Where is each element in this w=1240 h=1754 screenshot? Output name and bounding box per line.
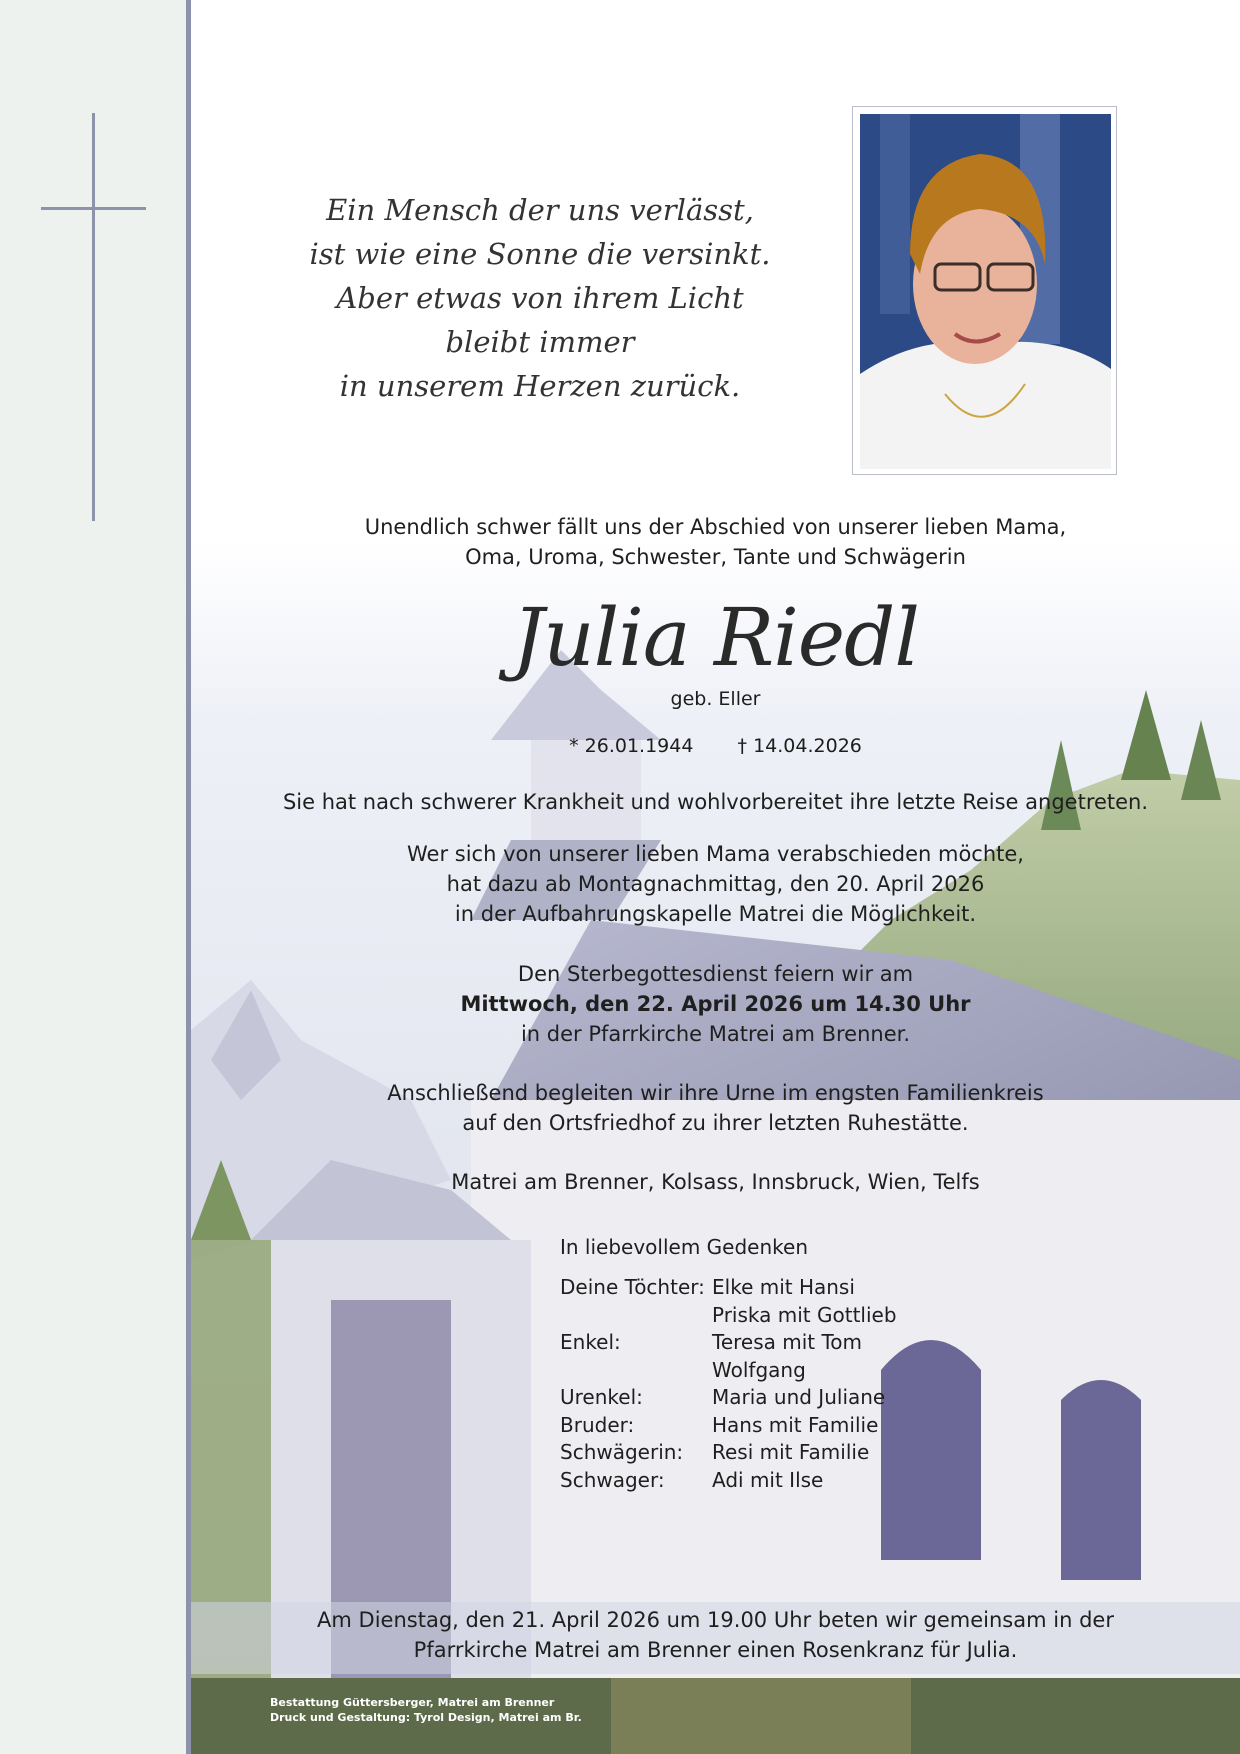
- passing-statement: Sie hat nach schwerer Krankheit und wohlvorbereitet ihre letzte Reise angetreten.: [282, 790, 1149, 814]
- family-members: Resi mit Familie: [712, 1440, 870, 1464]
- deceased-name: Julia Riedl: [512, 591, 919, 684]
- birth-date: * 26.01.1944: [569, 735, 694, 757]
- family-relation: Urenkel:: [560, 1385, 643, 1409]
- burial-line: auf den Ortsfriedhof zu ihrer letzten Ruhestätte.: [462, 1111, 969, 1135]
- family-relation: Deine Töchter:: [560, 1275, 705, 1299]
- intro-line: Oma, Uroma, Schwester, Tante und Schwägerin: [465, 545, 966, 569]
- death-date: † 14.04.2026: [737, 735, 862, 757]
- family-row: [560, 1467, 824, 1495]
- family-members: Adi mit Ilse: [712, 1467, 824, 1492]
- service-datetime: Mittwoch, den 22. April 2026 um 14.30 Uhr: [460, 992, 971, 1016]
- quote-line: in unserem Herzen zurück.: [339, 369, 741, 403]
- portrait-frame: [852, 106, 1117, 475]
- funeral-service-info: [191, 959, 1240, 1049]
- family-members: Priska mit Gottlieb: [712, 1302, 897, 1327]
- memorial-quote: [300, 188, 780, 408]
- family-row: [560, 1302, 897, 1330]
- quote-line: bleibt immer: [445, 325, 635, 359]
- family-heading: In liebevollem Gedenken: [560, 1235, 809, 1259]
- places-line: Matrei am Brenner, Kolsass, Innsbruck, Wien, Telfs: [451, 1170, 980, 1194]
- intro-text: [191, 512, 1240, 572]
- design-credit: Druck und Gestaltung: Tyrol Design, Matrei am Br.: [270, 1711, 582, 1724]
- burial-info: [191, 1078, 1240, 1138]
- portrait-photo: [860, 114, 1111, 469]
- family-row: [560, 1439, 870, 1467]
- viewing-info: [191, 839, 1240, 929]
- intro-line: Unendlich schwer fällt uns der Abschied von unserer lieben Mama,: [364, 515, 1067, 539]
- service-line: Den Sterbegottesdienst feiern wir am: [517, 962, 914, 986]
- family-relation: Enkel:: [560, 1330, 621, 1354]
- quote-line: Ein Mensch der uns verlässt,: [326, 193, 754, 227]
- burial-line: Anschließend begleiten wir ihre Urne im engsten Familienkreis: [387, 1081, 1044, 1105]
- family-row: [560, 1357, 808, 1385]
- service-line: in der Pfarrkirche Matrei am Brenner.: [520, 1022, 911, 1046]
- funeral-home-credit: Bestattung Güttersberger, Matrei am Brenner: [270, 1696, 555, 1709]
- family-members: Hans mit Familie: [712, 1412, 879, 1437]
- life-dates: [191, 733, 1240, 759]
- family-relation: Schwägerin:: [560, 1440, 684, 1464]
- viewing-line: Wer sich von unserer lieben Mama verabschieden möchte,: [407, 842, 1024, 866]
- family-members: Wolfgang: [712, 1357, 806, 1382]
- family-row: [560, 1412, 879, 1440]
- quote-line: ist wie eine Sonne die versinkt.: [309, 237, 771, 271]
- family-row: [560, 1329, 863, 1357]
- family-members: Maria und Juliane: [712, 1385, 886, 1409]
- family-row: [560, 1384, 886, 1412]
- viewing-line: hat dazu ab Montagnachmittag, den 20. April 2026: [446, 872, 985, 896]
- chapel-painting-background: [191, 540, 1240, 1754]
- family-members: Elke mit Hansi: [712, 1275, 855, 1299]
- family-members: Teresa mit Tom: [712, 1330, 863, 1354]
- family-relation: Schwager:: [560, 1467, 665, 1492]
- viewing-line: in der Aufbahrungskapelle Matrei die Möglichkeit.: [454, 902, 977, 926]
- rosary-info: [191, 1605, 1240, 1665]
- family-list: [560, 1235, 897, 1494]
- rosary-line: Pfarrkirche Matrei am Brenner einen Rosenkranz für Julia.: [413, 1638, 1018, 1662]
- rosary-line: Am Dienstag, den 21. April 2026 um 19.00 Uhr beten wir gemeinsam in der: [317, 1608, 1114, 1632]
- quote-line: Aber etwas von ihrem Licht: [336, 281, 744, 315]
- family-row: [560, 1274, 855, 1302]
- family-relation: Bruder:: [560, 1412, 635, 1437]
- maiden-name: geb. Eller: [670, 688, 761, 710]
